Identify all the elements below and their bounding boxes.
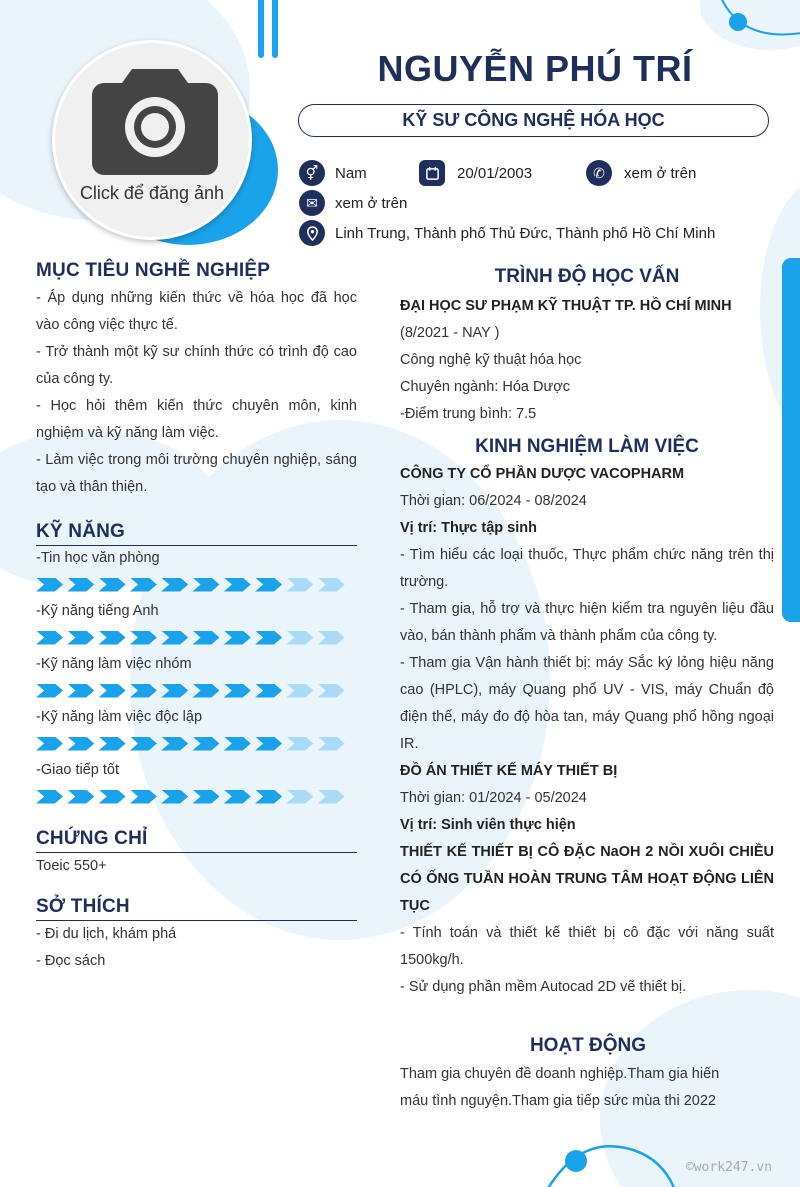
experience-block [400, 461, 774, 1001]
skill-chevron-filled [192, 578, 219, 592]
skill-level-bar [36, 675, 357, 706]
education-title: TRÌNH ĐỘ HỌC VẤN [494, 266, 680, 287]
skill-level-bar [36, 622, 357, 653]
skill-chevron-filled [99, 631, 126, 645]
skills-list [36, 547, 357, 812]
avatar-caption: Click để đăng ảnh [79, 183, 225, 203]
skill-chevron-empty [286, 578, 313, 592]
objective-item: - Trở thành một kỹ sư chính thức có trình độ cao của công ty. [36, 344, 357, 387]
job-detail: - Tham gia, hỗ trợ và thực hiện kiểm tra nguyên liệu đầu vào, bán thành phẩm và thành phẩm của công ty. [400, 601, 774, 644]
skill-chevron-filled [36, 684, 63, 698]
activities-title: HOẠT ĐỘNG [529, 1035, 647, 1056]
skill-chevron-filled [161, 578, 188, 592]
job-detail: - Sử dụng phần mềm Autocad 2D vẽ thiết bị. [400, 979, 687, 995]
skill-chevron-filled [224, 631, 251, 645]
gender-row [299, 160, 367, 186]
skill-chevron-filled [224, 578, 251, 592]
email-row [299, 190, 407, 216]
education-field: Công nghệ kỹ thuật hóa học [400, 352, 582, 368]
skill-chevron-filled [67, 737, 94, 751]
deco-bar-right [782, 258, 800, 622]
skill-chevron-filled [161, 684, 188, 698]
birthday-row [419, 160, 532, 186]
skill-chevron-filled [67, 684, 94, 698]
skill-chevron-filled [192, 684, 219, 698]
deco-arc-bottom [540, 1135, 700, 1187]
skill-chevron-filled [99, 790, 126, 804]
experience-title: KINH NGHIỆM LÀM VIỆC [475, 436, 699, 457]
objective-item: - Áp dụng những kiến thức về hóa học đã học vào công việc thực tế. [36, 290, 357, 333]
calendar-icon [419, 160, 445, 186]
deco-arc-top-right [712, 0, 800, 50]
skill-chevron-filled [36, 578, 63, 592]
deco-bar-2 [272, 0, 278, 58]
left-column [36, 260, 357, 975]
skill-chevron-empty [318, 578, 345, 592]
email-icon: ✉ [299, 190, 325, 216]
skill-chevron-empty [286, 631, 313, 645]
education-block [400, 293, 774, 428]
location-pin-icon [299, 220, 325, 246]
job-position: Vị trí: Thực tập sinh [400, 520, 537, 536]
skill-chevron-filled [192, 631, 219, 645]
skill-chevron-empty [286, 790, 313, 804]
certificates-title: CHỨNG CHỈ [36, 828, 357, 853]
objective-item: - Làm việc trong môi trường chuyên nghiệp, sáng tạo và thân thiện. [36, 452, 357, 495]
skill-chevron-empty [318, 737, 345, 751]
skill-name: -Kỹ năng làm việc nhóm [36, 656, 192, 672]
job-detail: - Tính toán và thiết kế thiết bị cô đặc với năng suất 1500kg/h. [400, 925, 774, 968]
skill-level-bar [36, 781, 357, 812]
hobby-item: - Đọc sách [36, 953, 106, 969]
skill-level-bar [36, 569, 357, 600]
deco-dot-top-right [729, 13, 747, 31]
skill-chevron-filled [192, 790, 219, 804]
gender-icon: ⚥ [299, 160, 325, 186]
skill-chevron-filled [161, 790, 188, 804]
job-project: THIẾT KẾ THIẾT BỊ CÔ ĐẶC NaOH 2 NỒI XUÔI CHIỀU CÓ ỐNG TUẦN HOÀN TRUNG TÂM HOẠT ĐỘNG LIÊN TỤC [400, 844, 774, 914]
activities-text: Tham gia chuyên đề doanh nghiệp.Tham gia hiến máu tình nguyện.Tham gia tiếp sức mùa thi 2022 [400, 1066, 720, 1109]
address-row [299, 220, 715, 246]
skill-chevron-empty [286, 684, 313, 698]
job-title: KỸ SƯ CÔNG NGHỆ HÓA HỌC [298, 104, 769, 137]
skill-chevron-filled [130, 684, 157, 698]
email-value: xem ở trên [335, 194, 408, 212]
hobbies-title: SỞ THÍCH [36, 896, 357, 921]
objective-list [36, 285, 357, 501]
birthday-value: 20/01/2003 [457, 164, 533, 182]
deco-dot-bottom [565, 1150, 587, 1172]
skill-chevron-filled [36, 790, 63, 804]
job-position: Vị trí: Sinh viên thực hiện [400, 817, 576, 833]
skill-chevron-filled [224, 684, 251, 698]
skill-chevron-filled [99, 684, 126, 698]
copyright: ©work247.vn [685, 1160, 772, 1175]
skill-chevron-filled [99, 578, 126, 592]
skill-chevron-filled [255, 684, 282, 698]
skill-name: -Giao tiếp tốt [36, 762, 120, 778]
avatar-upload[interactable] [52, 40, 252, 240]
phone-row [586, 160, 696, 186]
skill-chevron-empty [318, 790, 345, 804]
skill-item [36, 759, 357, 812]
skill-chevron-filled [67, 790, 94, 804]
skill-chevron-filled [130, 631, 157, 645]
camera-icon [92, 69, 218, 175]
skill-chevron-filled [67, 578, 94, 592]
skill-chevron-filled [255, 790, 282, 804]
skill-chevron-filled [130, 790, 157, 804]
skill-chevron-filled [36, 737, 63, 751]
phone-value: xem ở trên [624, 164, 697, 182]
job-detail: - Tham gia Vận hành thiết bị: máy Sắc ký lỏng hiệu năng cao (HPLC), máy Quang phổ UV - VIS, máy Chuẩn độ điện thế, máy đo độ hòa tan, máy Quang phổ hồng ngoại IR. [400, 655, 774, 752]
skill-item [36, 653, 357, 706]
skills-title: KỸ NĂNG [36, 521, 357, 546]
skill-level-bar [36, 728, 357, 759]
job-company: CÔNG TY CỔ PHẦN DƯỢC VACOPHARM [400, 466, 685, 482]
hobby-item: - Đi du lịch, khám phá [36, 926, 177, 942]
skill-name: -Kỹ năng tiếng Anh [36, 603, 159, 619]
right-column [400, 266, 774, 1115]
candidate-name: NGUYỄN PHÚ TRÍ [377, 48, 693, 89]
skill-item [36, 600, 357, 653]
education-school: ĐẠI HỌC SƯ PHẠM KỸ THUẬT TP. HỒ CHÍ MINH [400, 298, 732, 314]
skill-item [36, 706, 357, 759]
skill-chevron-filled [130, 737, 157, 751]
job-company: ĐỒ ÁN THIẾT KẾ MÁY THIẾT BỊ [400, 763, 618, 779]
phone-icon: ✆ [586, 160, 612, 186]
skill-chevron-filled [161, 737, 188, 751]
skill-chevron-filled [161, 631, 188, 645]
skill-chevron-filled [255, 631, 282, 645]
skill-chevron-filled [67, 631, 94, 645]
address-value: Linh Trung, Thành phố Thủ Đức, Thành phố Hồ Chí Minh [335, 224, 716, 242]
education-major: Chuyên ngành: Hóa Dược [400, 379, 570, 395]
education-gpa: -Điểm trung bình: 7.5 [400, 406, 537, 422]
job-time: Thời gian: 01/2024 - 05/2024 [400, 790, 587, 806]
skill-chevron-filled [255, 737, 282, 751]
certificate-item: Toeic 550+ [36, 858, 107, 874]
deco-bar-1 [258, 0, 264, 58]
skill-name: -Kỹ năng làm việc độc lập [36, 709, 203, 725]
skill-chevron-filled [192, 737, 219, 751]
skill-chevron-filled [224, 737, 251, 751]
gender-value: Nam [335, 164, 367, 182]
education-period: (8/2021 - NAY ) [400, 325, 500, 341]
skill-chevron-filled [224, 790, 251, 804]
skill-item [36, 547, 357, 600]
skill-name: -Tin học văn phòng [36, 550, 160, 566]
objective-item: - Học hỏi thêm kiến thức chuyên môn, kinh nghiệm và kỹ năng làm việc. [36, 398, 357, 441]
skill-chevron-filled [36, 631, 63, 645]
skill-chevron-empty [318, 684, 345, 698]
skill-chevron-filled [130, 578, 157, 592]
job-detail: - Tìm hiểu các loại thuốc, Thực phẩm chức năng trên thị trường. [400, 547, 774, 590]
objective-title: MỤC TIÊU NGHỀ NGHIỆP [36, 260, 271, 281]
skill-chevron-filled [99, 737, 126, 751]
skill-chevron-empty [286, 737, 313, 751]
skill-chevron-empty [318, 631, 345, 645]
skill-chevron-filled [255, 578, 282, 592]
job-time: Thời gian: 06/2024 - 08/2024 [400, 493, 587, 509]
